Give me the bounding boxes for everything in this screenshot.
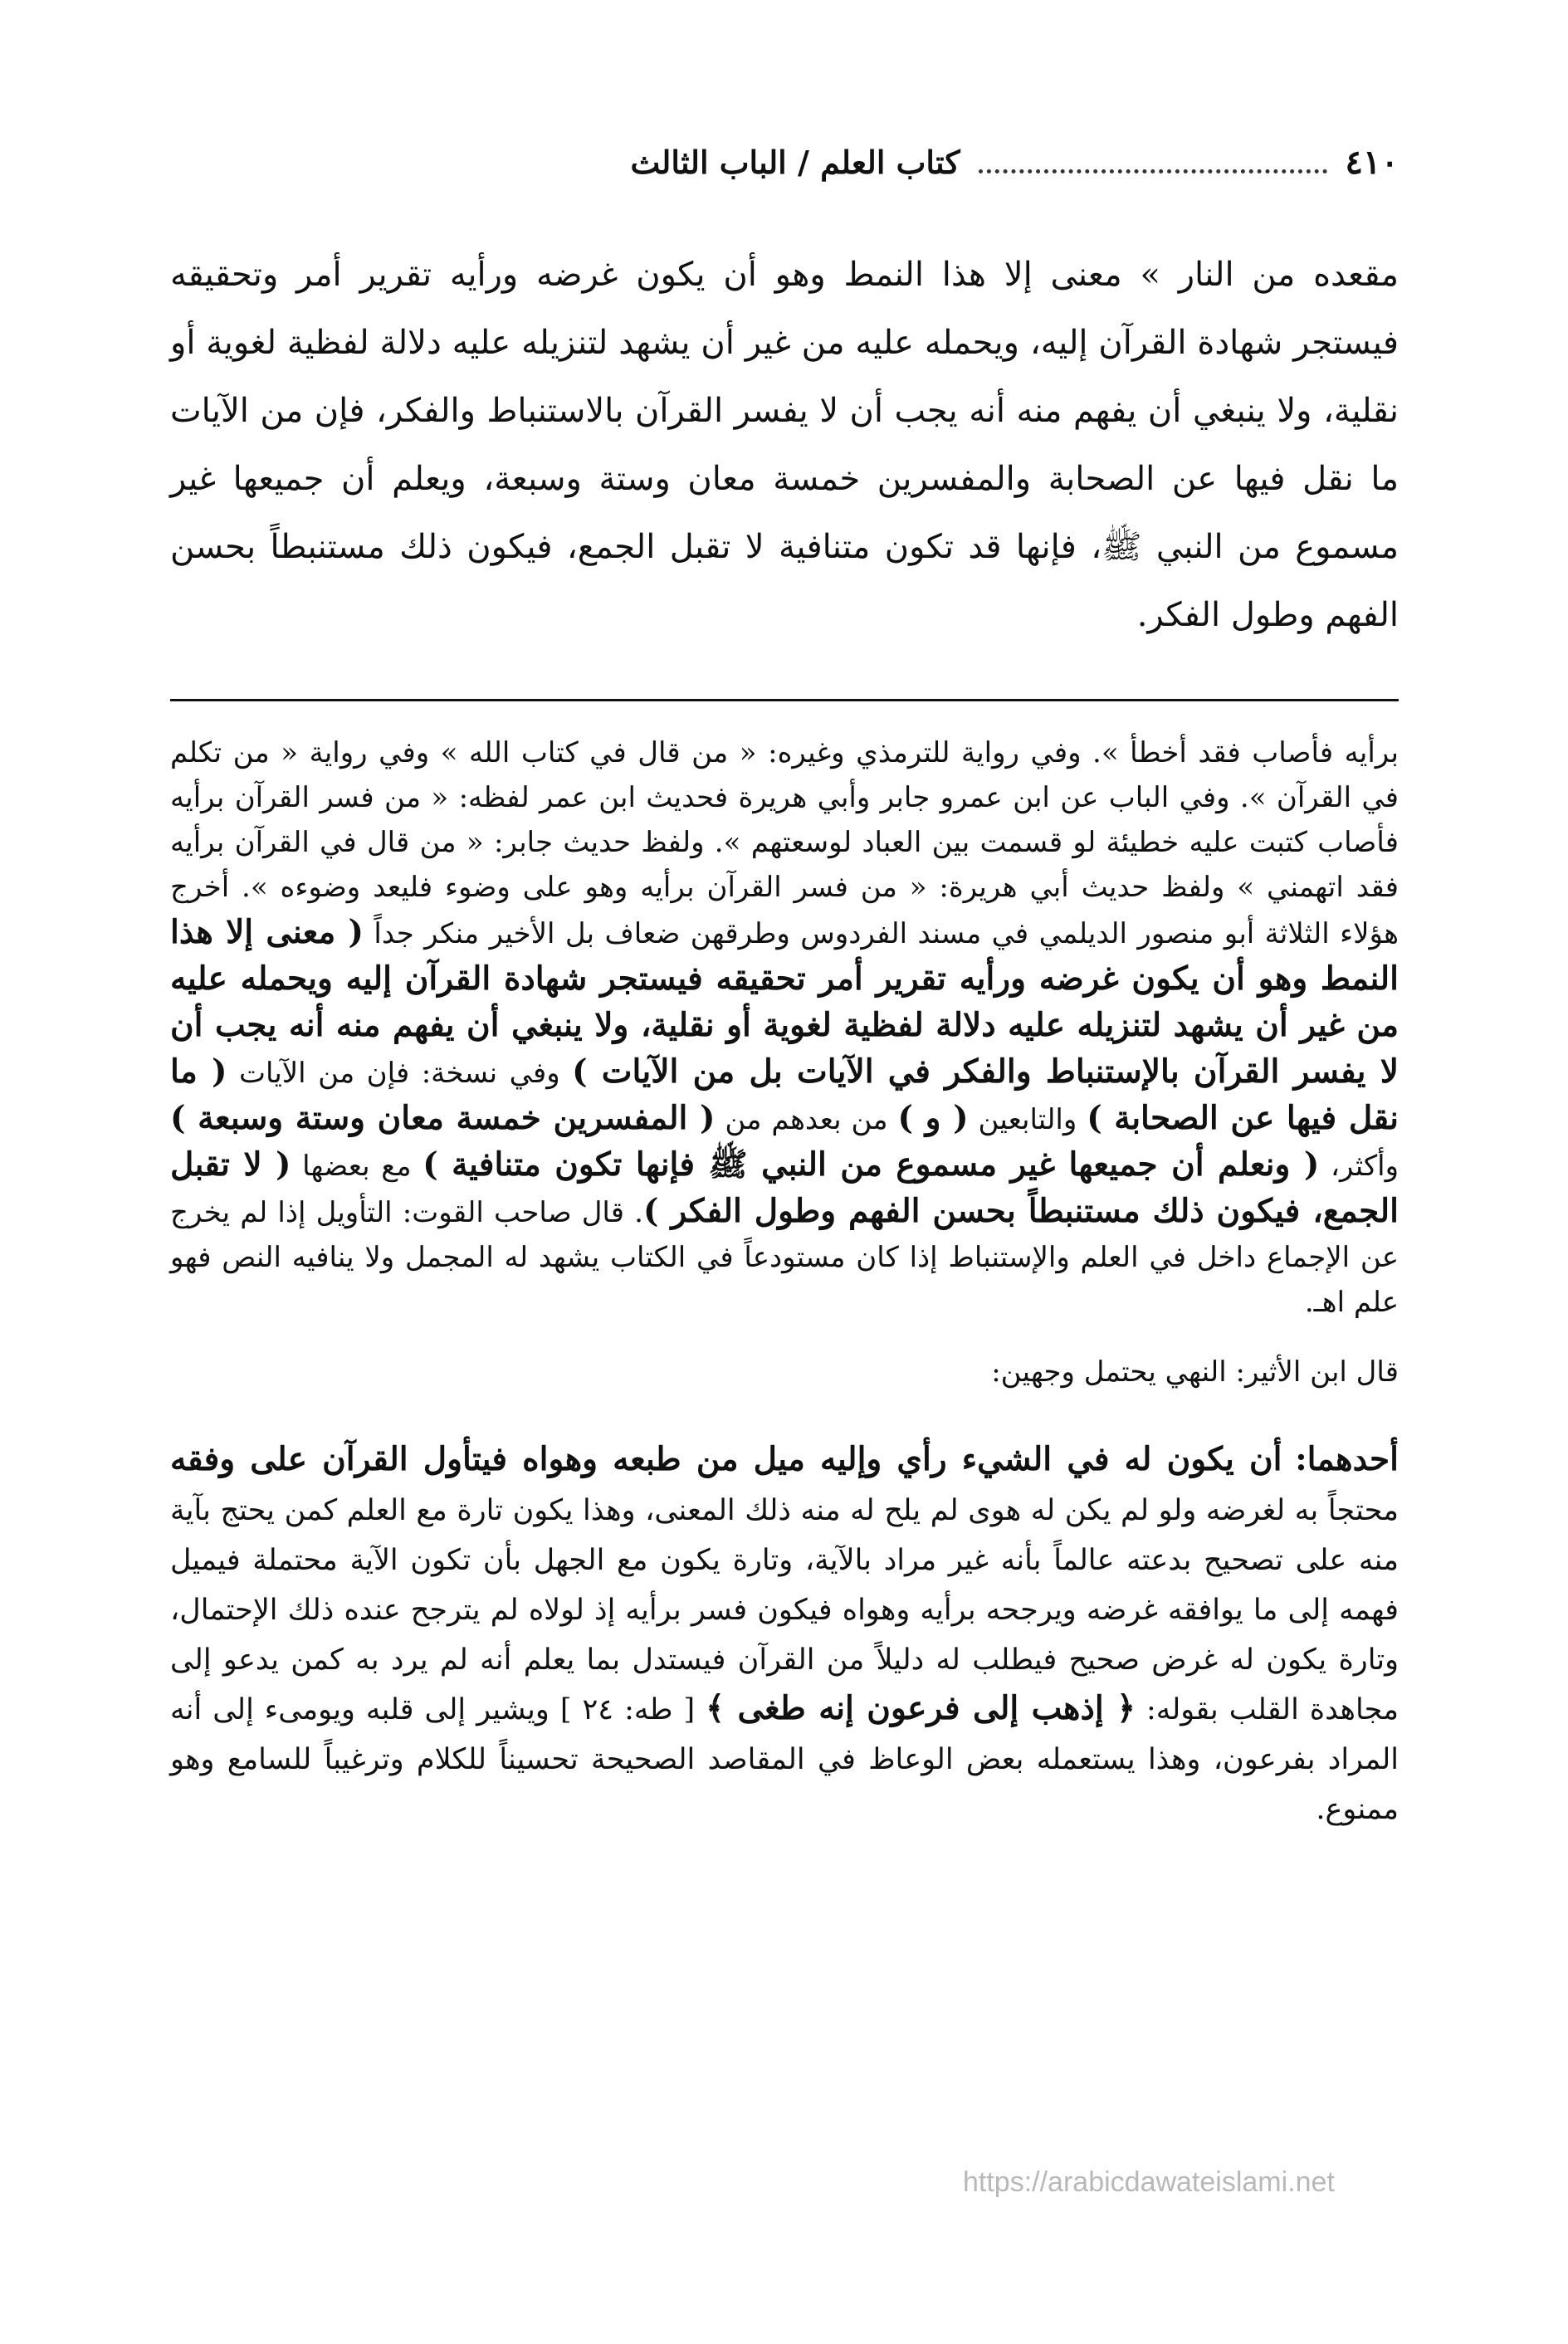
quran-verse: ﴿ إذهب إلى فرعون إنه طغى ﴾ bbox=[706, 1689, 1136, 1727]
header-dotted-leader bbox=[979, 151, 1327, 173]
commentary-text: مع بعضها bbox=[302, 1150, 412, 1183]
quoted-matn: ( معنى إلا هذا النمط وهو أن يكون غرضه ورأيه تقرير أمر تحقيقه فيستجر شهادة القرآن إليه ويحمله عليه من غير أن يشهد لتنزيله عليه دلالة لفظية لغوية أو نقلية، ولا ينبغي أن يفهم منه أنه يجب أن لا يفسر القرآن بالإستنباط والفكر في الآيات بل من الآيات ) bbox=[170, 913, 1399, 1091]
commentary-text: محتجاً به لغرضه ولو لم يكن له هوى لم يلح له منه ذلك المعنى، وهذا يكون تارة مع العلم كمن يحتج بآية منه على تصحيح بدعته عالماً بأنه غير مراد بالآية، وتارة يكون مع الجهل بأن تكون الآية محتملة فيميل فهمه إلى ما يوافقه غرضه ويرجحه برأيه وهواه فيكون فسر برأيه إذ لولاه لم يترجح عنده ذلك الإحتمال، وتارة يكون له غرض صحيح فيطلب له دليلاً من القرآن فيستدل بما يعلم أنه لم يرد به كمن يدعو إلى مجاهدة القلب بقوله: bbox=[170, 1494, 1399, 1726]
quoted-matn: ( ما نقل فيها عن الصحابة ) bbox=[170, 1052, 1399, 1137]
watermark-url: https://arabicdawateislami.net bbox=[963, 2166, 1335, 2198]
quoted-matn: ( و ) bbox=[897, 1099, 969, 1137]
commentary-text: وأكثر، bbox=[1330, 1150, 1399, 1183]
first-aspect-label: أحدهما: bbox=[1295, 1440, 1399, 1478]
main-text-block bbox=[170, 241, 1399, 649]
quoted-matn: ( ونعلم أن جميعها غير مسموع من النبي ﷺ فإنها تكون متنافية ) bbox=[423, 1145, 1320, 1184]
commentary-paragraph bbox=[170, 730, 1399, 1325]
ibn-athir-intro: قال ابن الأثير: النهي يحتمل وجهين: bbox=[991, 1355, 1399, 1389]
running-title: كتاب العلم / الباب الثالث bbox=[630, 143, 960, 181]
running-header bbox=[170, 133, 1399, 191]
commentary-block bbox=[170, 730, 1399, 1834]
first-aspect-paragraph bbox=[170, 1436, 1399, 1834]
commentary-text: من بعدهم من bbox=[725, 1103, 888, 1136]
quoted-matn: ( المفسرين خمسة معان وستة وسبعة ) bbox=[170, 1099, 716, 1137]
commentary-text: والتابعين bbox=[978, 1103, 1077, 1136]
quoted-matn: ( لا تقبل الجمع، فيكون ذلك مستنبطاً بحسن الفهم وطول الفكر ) bbox=[170, 1145, 1399, 1230]
commentary-text: وفي نسخة: فإن من الآيات bbox=[238, 1057, 560, 1090]
main-paragraph: مقعده من النار » معنى إلا هذا النمط وهو أن يكون غرضه ورأيه تقرير أمر وتحقيقه فيستجر شهادة القرآن إليه، ويحمله عليه من غير أن يشهد لتنزيله عليه دلالة لفظية لغوية أو نقلية، ولا ينبغي أن يفهم منه أنه يجب أن لا يفسر القرآن بالاستنباط والفكر، فإن من الآيات ما نقل فيها عن الصحابة والمفسرين خمسة معان وستة وسبعة، ويعلم أن جميعها غير مسموع من النبي ﷺ، فإنها قد تكون متنافية لا تقبل الجمع، فيكون ذلك مستنبطاً بحسن الفهم وطول الفكر. bbox=[170, 256, 1399, 634]
quoted-matn: أن يكون له في الشيء رأي وإليه ميل من طبعه وهواه فيتأول القرآن على وفقه bbox=[170, 1440, 1282, 1478]
footnote-separator bbox=[170, 699, 1399, 701]
commentary-text: [ طه: ٢٤ ] ويشير إلى قلبه ويومىء إلى أنه المراد بفرعون، وهذا يستعمله بعض الوعاظ في المقاصد الصحيحة تحسيناً للكلام وترغيباً للسامع وهو ممنوع. bbox=[170, 1693, 1399, 1826]
page-number: ٤١٠ bbox=[1345, 142, 1399, 182]
commentary-text: . قال صاحب القوت: التأويل إذا لم يخرج عن الإجماع داخل في العلم والإستنباط إذا كان مستودعاً في الكتاب يشهد له المجمل ولا ينافيه النص فهو علم اهـ. bbox=[170, 1196, 1399, 1319]
commentary-text: برأيه فأصاب فقد أخطأ ». وفي رواية للترمذي وغيره: « من قال في كتاب الله » وفي رواية « من تكلم في القرآن ». وفي الباب عن ابن عمرو جابر وأبي هريرة فحديث ابن عمر لفظه: « من فسر القرآن برأيه فأصاب كتبت عليه خطيئة لو قسمت بين العباد لوسعتهم ». ولفظ حديث جابر: « من قال في القرآن برأيه فقد اتهمني » ولفظ حديث أبي هريرة: « من فسر القرآن برأيه وهو على وضوء فليعد وضوءه ». أخرج هؤلاء الثلاثة أبو منصور الديلمي في مسند الفردوس وطرقهن ضعاف بل الأخير منكر جداً bbox=[170, 736, 1399, 950]
